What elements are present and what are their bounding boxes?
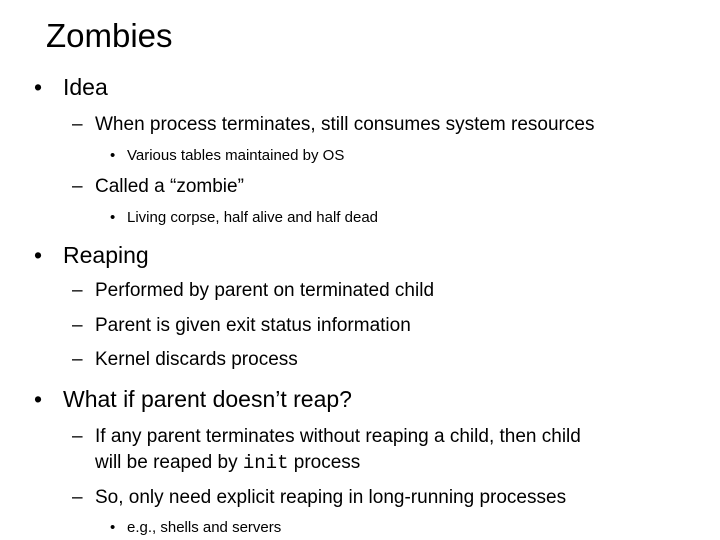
dash-marker: – [72, 349, 83, 370]
idea-subitem-corpse: Living corpse, half alive and half dead [127, 209, 379, 226]
dash-marker: – [72, 426, 83, 447]
bullet-marker: • [34, 74, 43, 100]
no-reap-item-explicit: So, only need explicit reaping in long-running processes [95, 487, 567, 508]
no-reap-subitem-shells: e.g., shells and servers [127, 519, 282, 536]
dash-marker: – [72, 487, 83, 508]
bullet-marker: • [110, 209, 116, 226]
slide-title: Zombies [46, 17, 173, 54]
dash-marker: – [72, 114, 83, 135]
init-code: init [242, 452, 289, 474]
dash-marker: – [72, 315, 83, 336]
idea-item-zombie: Called a “zombie” [95, 176, 244, 197]
bullet-marker: • [110, 519, 116, 536]
idea-subitem-tables: Various tables maintained by OS [127, 147, 345, 164]
dash-marker: – [72, 280, 83, 301]
bullet-idea: Idea [63, 74, 108, 100]
bullet-no-reap: What if parent doesn’t reap? [63, 386, 352, 412]
bullet-marker: • [34, 242, 43, 268]
dash-marker: – [72, 176, 83, 197]
bullet-marker: • [110, 147, 116, 164]
no-reap-text-pre: will be reaped by [95, 452, 238, 473]
bullet-reaping: Reaping [63, 242, 149, 268]
reaping-item-exit-status: Parent is given exit status information [95, 315, 411, 336]
no-reap-item-init-line1: If any parent terminates without reaping a child, then child [95, 426, 581, 447]
no-reap-item-init-line2 [95, 450, 360, 476]
bullet-marker: • [34, 386, 43, 412]
idea-item-resources: When process terminates, still consumes system resources [95, 114, 595, 135]
no-reap-text-post: process [293, 452, 361, 473]
reaping-item-kernel: Kernel discards process [95, 349, 298, 370]
reaping-item-performed: Performed by parent on terminated child [95, 280, 435, 301]
